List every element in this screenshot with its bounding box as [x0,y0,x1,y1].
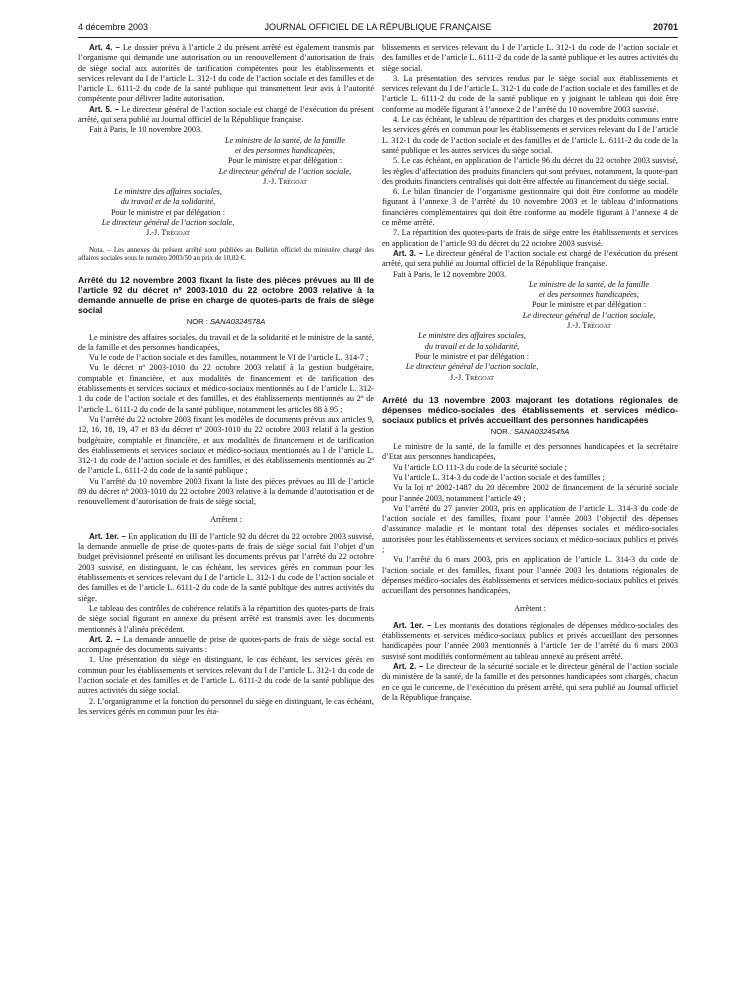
signature-line: Pour le ministre et par délégation : [414,351,530,361]
paragraph: blissements et services relevant du I de l’article L. 312-1 du code de l’action sociale et des familles et de l’article L. 6111-2 du code de la santé publique et les autres activités du siège social. [382,43,678,73]
arretent-heading: Arrêtent : [514,603,546,613]
signature-block-2 [78,187,258,238]
article-1 [382,621,678,662]
paragraph: Vu l’article L. 314-3 du code de l’action sociale et des familles ; [393,472,605,482]
paragraph: 6. Le bilan financier de l’organisme gestionnaire qui doit être conforme au modèle figurant à l’annexe 3 de l’arrêté du 10 novembre 2003 et le tableau d’informations financières complémentaires qui doit être conforme au modèle figurant à l’annexe 4 de ce même arrêté. [382,187,678,228]
fait-date: Fait à Paris, le 12 novembre 2003. [393,269,507,279]
article-label: Art. 1er. – [89,531,126,541]
nor-label: NOR : [186,317,208,327]
article-label: Art. 1er. – [393,620,432,630]
article-3 [382,249,678,270]
decree-title: Arrêté du 12 novembre 2003 fixant la liste des pièces prévues au III de l’article 92 du décret nº 2003-1010 du 22 octobre 2003 relative à la demande annuelle de prise en charge de quotes-parts de frais de siège social [78,275,374,316]
paragraph: Vu le décret nº 2003-1010 du 22 octobre 2003 relatif à la gestion budgétaire, comptable et financière, et aux modalités de financement et de tarification des établissements et services sociaux et médico-sociaux mentionnés au I de l’article L. 312-1 du code de l’action sociale et des familles, et des établissements mentionnés au 2º de l’article L. 6111-2 du code de la santé publique, notamment les articles 88 à 95 ; [78,363,374,414]
signature-line: du travail et de la solidarité, [424,341,520,351]
signature-line: Le ministre des affaires sociales, [114,187,222,197]
article-text: Le directeur de la sécurité sociale et le directeur général de l’action sociale du ministère de la santé, de la famille et des personnes handicapées sont chargés, chacun en ce qui le concerne, de l’exécution du présent arrêté, qui sera publié au Journal officiel de la République française. [382,662,679,702]
article-5 [78,105,374,126]
signature-line: Le ministre de la santé, de la famille [224,135,346,145]
paragraph: Vu l’article LO 111-3 du code de la sécurité sociale ; [393,462,567,472]
header-date: 4 décembre 2003 [78,22,149,32]
nota: Nota. – Les annexes du présent arrêté sont publiées au Bulletin officiel du ministère chargé des affaires sociales sous le numéro 2003/50 au prix de 10,82 €. [78,245,374,263]
paragraph: Vu le code de l’action sociale et des familles, notamment le VI de l’article L. 314-7 ; [89,353,369,363]
article-label: Art. 5. – [89,104,120,114]
article-1 [78,532,374,604]
nor-code: SANA0324545A [513,426,570,436]
paragraph: Vu l’arrêté du 27 janvier 2003, pris en application de l’article L. 314-3 du code de l’action sociale et des familles, fixant pour l’année 2003 l’objectif des dépenses d’assurance maladie et le montant total des dépenses sociales et médico-sociales autorisées pour les établissements et services sociaux et médico-sociaux publics et privés ; [382,503,678,555]
article-text: Le dossier prévu à l’article 2 du présent arrêté est également transmis par l’organisme qui demande une autorisation ou un renouvellement d’autorisation de frais de siège social aux autorités de tarification compétentes pour les établissements et services relevant du I de l’article L. 312-1 du code de l’action sociale et des familles et de l’article L. 6111-2 du code de la santé publique qui transmettent leur avis à l’autorité compétente pour délivrer ladite autorisation. [78,43,374,104]
nor-code: SANA0324578A [209,317,266,327]
signatory-name: J.-J. Trégoat [263,176,307,186]
signature-line: Le directeur général de l’action sociale, [218,166,352,176]
paragraph: Vu la loi nº 2002-1487 du 20 décembre 2002 de financement de la sécurité sociale pour l’année 2003, notamment l’article 49 ; [382,483,678,503]
header-rule [78,37,678,38]
paragraph: 5. Le cas échéant, en application de l’article 96 du décret du 22 octobre 2003 susvisé, les règles d’affectation des produits financiers qui sont prévues, notamment, la quote-part des produits financiers centralisés qui doit être affectée au financement du siège social. [382,156,678,186]
paragraph: Vu l’arrêté du 6 mars 2003, pris en application de l’article L. 314-3 du code de l’action sociale et des familles, fixant pour l’année 2003 les dotations régionales de dépenses médico-sociales des établissements et services médico-sociaux publics et privés accueillant des personnes handicapées, [382,555,678,596]
paragraph: Vu l’arrêté du 10 novembre 2003 fixant la liste des pièces prévues au III de l’article 89 du décret nº 2003-1010 du 22 octobre 2003 relative à la demande d’autorisation et de renouvellement d’autorisation de frais de siège social, [78,476,374,507]
fait-date: Fait à Paris, le 10 novembre 2003. [89,125,203,135]
article-label: Art. 4. – [89,43,120,52]
nor-reference [78,317,374,327]
page-number: 20701 [652,22,678,32]
right-column [382,43,678,703]
left-column [78,43,374,717]
article-label: Art. 2. – [393,662,424,672]
signature-line: et des personnes handicapées, [539,290,639,300]
article-2 [382,662,678,703]
article-4 [78,43,374,105]
arretent-heading: Arrêtent : [210,514,242,524]
signature-block-1 [500,280,678,331]
article-text: Le directeur général de l’action sociale est chargé de l’exécution du présent arrêté, qui sera publié au Journal officiel de la République française. [382,248,679,269]
article-text: En application du III de l’article 92 du décret du 22 octobre 2003 susvisé, la demande annuelle de prise de quotes-parts de frais de siège social fait l’objet d’un budget prévisionnel présenté en utilisant les documents prévus par l’arrêté du 22 octobre 2003 susvisé, en distinguant, le cas échéant, les services gérés en commun pour les établissements et services relevant du I de l’article L. 312-1 du code de l’action sociale et des familles et de l’article L. 6111-2 du code de la santé publique des autres activités du siège. [78,531,375,603]
paragraph: Vu l’arrêté du 22 octobre 2003 fixant les modèles de documents prévus aux articles 9, 12, 16, 18, 19, 47 et 83 du décret nº 2003-1010 du 22 octobre 2003 relatif à la gestion budgétaire, comptable et financière, et aux modalités de financement et de tarification des établissements et services sociaux et médico-sociaux mentionnés au I de l’article L. 312-1 du code de l’action sociale et des familles, et des établissements mentionnés au 2º de l’article L. 6111-2 du code de la santé publique ; [78,414,374,476]
paragraph: Le tableau des contrôles de cohérence relatifs à la répartition des quotes-parts de frais de siège social figurant en annexe du présent arrêté est transmis avec les documents mentionnés à l’alinéa précédent. [78,603,374,634]
signature-line: Le ministre de la santé, de la famille [528,279,650,289]
signature-line: Pour le ministre et par délégation : [227,156,343,166]
signature-block-1 [196,136,374,187]
signatory-name: J.-J. Trégoat [146,228,190,238]
article-text: Le directeur général de l’action sociale est chargé de l’exécution du présent arrêté, qui sera publié au Journal officiel de la République française. [78,104,375,125]
signature-line: Le directeur général de l’action sociale, [101,218,235,228]
paragraph: 4. Le cas échéant, le tableau de répartition des charges et des produits communs entre les services gérés en commun pour les établissements et services relevant du I de l’article L. 312-1 du code de l’action sociale et des familles et de l’article L. 6111-2 du code de la santé publique et les autres services du siège social. [382,115,678,155]
signature-line: Le directeur général de l’action sociale, [522,310,656,320]
signature-line: Pour le ministre et par délégation : [531,300,647,310]
signature-line: Le ministre des affaires sociales, [418,331,526,341]
signature-line: Pour le ministre et par délégation : [110,207,226,217]
signatory-name: J.-J. Trégoat [567,321,611,331]
signatory-name: J.-J. Trégoat [450,372,494,382]
paragraph: 1. Une présentation du siège en distinguant, le cas échéant, les services gérés en commun pour les établissements et services relevant du I de l’article L. 312-1 du code de l’action sociale et des familles et de l’article L. 6111-2 du code de la santé publique des autres activités du siège social. [78,655,374,696]
paragraph: Le ministre de la santé, de la famille et des personnes handicapées et la secrétaire d’Etat aux personnes handicapées, [382,442,678,462]
paragraph: 3. La présentation des services rendus par le siège social aux établissements et services relevant du I de l’article L. 312-1 du code de l’action sociale et des familles et de l’article L. 6111-2 du code de la santé publique en y joignant le tableau qui doit être conforme au modèle figurant à l’annexe 2 de l’arrêté du 10 novembre 2003 susvisé. [382,73,678,114]
signature-block-2 [382,331,562,382]
nor-label: NOR : [490,426,512,436]
article-label: Art. 2. – [89,634,121,644]
page-header [78,22,678,36]
article-text: La demande annuelle de prise de quotes-parts de frais de siège social est accompagnée des documents suivants : [78,634,375,655]
article-2 [78,635,374,656]
signature-line: Le directeur général de l’action sociale, [405,362,539,372]
decree-title: Arrêté du 13 novembre 2003 majorant les dotations régionales de dépenses médico-sociales des établissements et services médico-sociaux publics et privés accueillant des personnes handicapées [382,394,678,425]
signature-line: et des personnes handicapées, [235,145,335,155]
journal-title: JOURNAL OFFICIEL DE LA RÉPUBLIQUE FRANÇAISE [264,22,492,32]
paragraph: 2. L’organigramme et la fonction du personnel du siège en distinguant, le cas échéant, les services gérés en commun pour les éta- [78,696,374,716]
paragraph: 7. La répartition des quotes-parts de frais de siège entre les établissements et services en application de l’article 93 du décret du 22 octobre 2003 susvisé. [382,228,678,248]
signature-line: du travail et de la solidarité, [120,197,216,207]
article-label: Art. 3. – [393,248,424,258]
nor-reference [382,427,678,437]
article-text: Les montants des dotations régionales de dépenses médico-sociales des établissements et services médico-sociaux publics et privés accueillant des personnes handicapées pour l’année 2003 mentionnés à l’article 1er de l’arrêté du 6 mars 2003 susvisé sont modifiés conformément au tableau annexé au présent arrêté. [382,620,679,661]
paragraph: Le ministre des affaires sociales, du travail et de la solidarité et le ministre de la santé, de la famille et des personnes handicapées, [78,332,374,352]
